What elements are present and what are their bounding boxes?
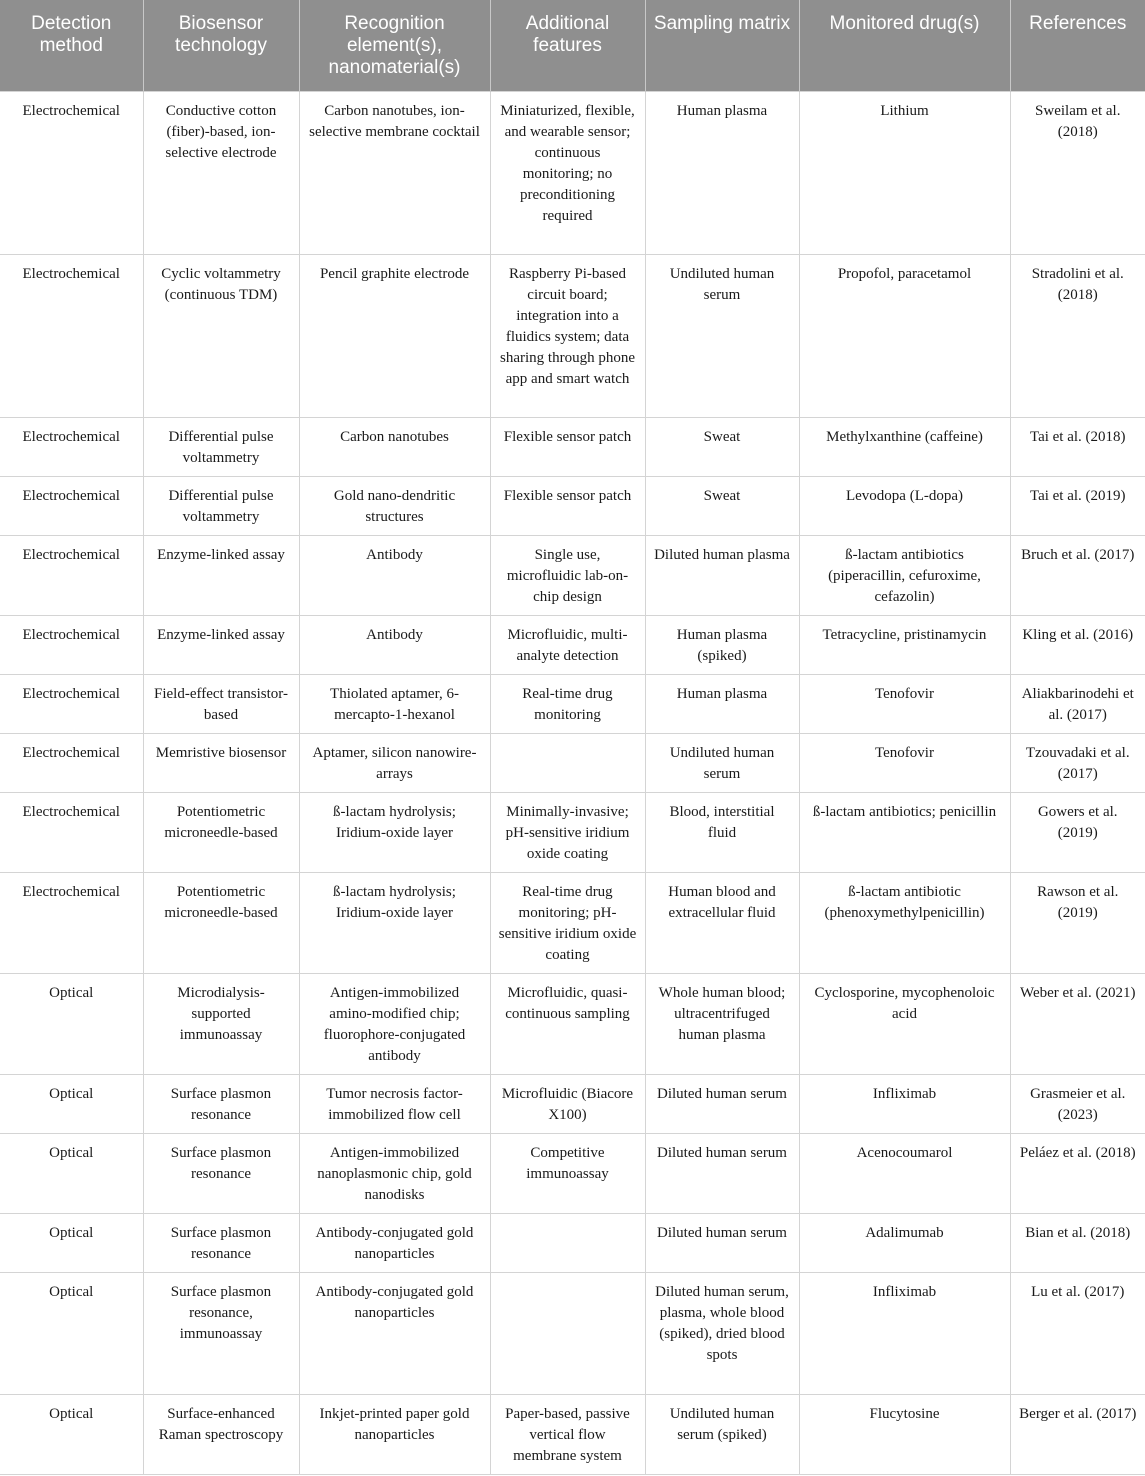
table-row (0, 734, 1145, 793)
header-sampling-matrix: Sampling matrix (645, 0, 799, 92)
cell-sampling-matrix: Diluted human serum (645, 1134, 799, 1214)
cell-sampling-matrix: Sweat (645, 477, 799, 536)
cell-biosensor-technology: Memristive biosensor (143, 734, 299, 793)
cell-biosensor-technology: Differential pulse voltammetry (143, 418, 299, 477)
cell-references: Tai et al. (2019) (1010, 477, 1145, 536)
cell-monitored-drugs: Lithium (799, 92, 1010, 255)
cell-detection-method: Electrochemical (0, 255, 143, 418)
header-row (0, 0, 1145, 92)
cell-references: Sweilam et al. (2018) (1010, 92, 1145, 255)
table-row (0, 616, 1145, 675)
cell-sampling-matrix: Human blood and extracellular fluid (645, 873, 799, 974)
cell-monitored-drugs: Levodopa (L-dopa) (799, 477, 1010, 536)
cell-additional-features: Microfluidic, multi-analyte detection (490, 616, 645, 675)
cell-additional-features: Miniaturized, flexible, and wearable sensor; continuous monitoring; no preconditioning required (490, 92, 645, 255)
table-row (0, 92, 1145, 255)
table-row (0, 255, 1145, 418)
cell-recognition-elements: Antibody (299, 536, 490, 616)
cell-monitored-drugs: Acenocoumarol (799, 1134, 1010, 1214)
cell-references: Gowers et al. (2019) (1010, 793, 1145, 873)
cell-additional-features: Single use, microfluidic lab-on-chip design (490, 536, 645, 616)
cell-biosensor-technology: Field-effect transistor-based (143, 675, 299, 734)
cell-detection-method: Electrochemical (0, 873, 143, 974)
cell-additional-features: Raspberry Pi-based circuit board; integration into a fluidics system; data sharing through phone app and smart watch (490, 255, 645, 418)
cell-biosensor-technology: Potentiometric microneedle-based (143, 873, 299, 974)
table-row (0, 1214, 1145, 1273)
cell-recognition-elements: Inkjet-printed paper gold nanoparticles (299, 1395, 490, 1475)
cell-references: Aliakbarinodehi et al. (2017) (1010, 675, 1145, 734)
cell-monitored-drugs: Infliximab (799, 1273, 1010, 1395)
table-row (0, 675, 1145, 734)
cell-additional-features (490, 734, 645, 793)
cell-sampling-matrix: Sweat (645, 418, 799, 477)
cell-additional-features: Flexible sensor patch (490, 477, 645, 536)
cell-references: Berger et al. (2017) (1010, 1395, 1145, 1475)
cell-additional-features: Flexible sensor patch (490, 418, 645, 477)
header-detection-method: Detection method (0, 0, 143, 92)
cell-additional-features: Real-time drug monitoring; pH-sensitive iridium oxide coating (490, 873, 645, 974)
cell-references: Lu et al. (2017) (1010, 1273, 1145, 1395)
cell-biosensor-technology: Surface plasmon resonance (143, 1134, 299, 1214)
cell-references: Tzouvadaki et al. (2017) (1010, 734, 1145, 793)
cell-monitored-drugs: ß-lactam antibiotic (phenoxymethylpenicillin) (799, 873, 1010, 974)
cell-recognition-elements: Pencil graphite electrode (299, 255, 490, 418)
cell-recognition-elements: Antibody-conjugated gold nanoparticles (299, 1214, 490, 1273)
cell-references: Tai et al. (2018) (1010, 418, 1145, 477)
cell-biosensor-technology: Potentiometric microneedle-based (143, 793, 299, 873)
cell-sampling-matrix: Blood, interstitial fluid (645, 793, 799, 873)
cell-additional-features: Competitive immunoassay (490, 1134, 645, 1214)
cell-monitored-drugs: Tetracycline, pristinamycin (799, 616, 1010, 675)
cell-additional-features: Microfluidic (Biacore X100) (490, 1075, 645, 1134)
header-recognition-elements: Recognition element(s), nanomaterial(s) (299, 0, 490, 92)
cell-sampling-matrix: Diluted human serum (645, 1075, 799, 1134)
cell-biosensor-technology: Enzyme-linked assay (143, 616, 299, 675)
cell-detection-method: Electrochemical (0, 536, 143, 616)
cell-recognition-elements: Antigen-immobilized nanoplasmonic chip, gold nanodisks (299, 1134, 490, 1214)
header-biosensor-technology: Biosensor technology (143, 0, 299, 92)
cell-recognition-elements: Antibody-conjugated gold nanoparticles (299, 1273, 490, 1395)
cell-sampling-matrix: Undiluted human serum (645, 734, 799, 793)
cell-monitored-drugs: Adalimumab (799, 1214, 1010, 1273)
cell-biosensor-technology: Microdialysis-supported immunoassay (143, 974, 299, 1075)
cell-additional-features: Real-time drug monitoring (490, 675, 645, 734)
cell-biosensor-technology: Surface plasmon resonance (143, 1075, 299, 1134)
cell-additional-features (490, 1273, 645, 1395)
cell-additional-features: Minimally-invasive; pH-sensitive iridium oxide coating (490, 793, 645, 873)
cell-monitored-drugs: ß-lactam antibiotics; penicillin (799, 793, 1010, 873)
cell-sampling-matrix: Human plasma (645, 675, 799, 734)
cell-detection-method: Electrochemical (0, 477, 143, 536)
cell-monitored-drugs: Flucytosine (799, 1395, 1010, 1475)
cell-detection-method: Optical (0, 1134, 143, 1214)
cell-sampling-matrix: Whole human blood; ultracentrifuged human plasma (645, 974, 799, 1075)
cell-monitored-drugs: Tenofovir (799, 734, 1010, 793)
cell-detection-method: Electrochemical (0, 418, 143, 477)
cell-biosensor-technology: Surface plasmon resonance, immunoassay (143, 1273, 299, 1395)
cell-references: Stradolini et al. (2018) (1010, 255, 1145, 418)
cell-monitored-drugs: Infliximab (799, 1075, 1010, 1134)
cell-references: Weber et al. (2021) (1010, 974, 1145, 1075)
cell-monitored-drugs: Methylxanthine (caffeine) (799, 418, 1010, 477)
cell-detection-method: Optical (0, 1273, 143, 1395)
cell-recognition-elements: Aptamer, silicon nanowire-arrays (299, 734, 490, 793)
cell-additional-features: Paper-based, passive vertical flow membrane system (490, 1395, 645, 1475)
cell-references: Bruch et al. (2017) (1010, 536, 1145, 616)
cell-recognition-elements: Carbon nanotubes, ion-selective membrane cocktail (299, 92, 490, 255)
table-row (0, 418, 1145, 477)
cell-references: Kling et al. (2016) (1010, 616, 1145, 675)
cell-recognition-elements: Antibody (299, 616, 490, 675)
table-row (0, 1273, 1145, 1395)
cell-detection-method: Electrochemical (0, 734, 143, 793)
cell-detection-method: Optical (0, 974, 143, 1075)
cell-recognition-elements: ß-lactam hydrolysis; Iridium-oxide layer (299, 793, 490, 873)
table-body (0, 92, 1145, 1475)
cell-recognition-elements: Carbon nanotubes (299, 418, 490, 477)
cell-recognition-elements: ß-lactam hydrolysis; Iridium-oxide layer (299, 873, 490, 974)
cell-detection-method: Electrochemical (0, 616, 143, 675)
table-row (0, 1075, 1145, 1134)
cell-sampling-matrix: Human plasma (645, 92, 799, 255)
header-references: References (1010, 0, 1145, 92)
header-monitored-drugs: Monitored drug(s) (799, 0, 1010, 92)
cell-biosensor-technology: Conductive cotton (fiber)-based, ion-selective electrode (143, 92, 299, 255)
table-row (0, 477, 1145, 536)
table-row (0, 536, 1145, 616)
header-additional-features: Additional features (490, 0, 645, 92)
cell-biosensor-technology: Surface plasmon resonance (143, 1214, 299, 1273)
cell-biosensor-technology: Cyclic voltammetry (continuous TDM) (143, 255, 299, 418)
cell-detection-method: Electrochemical (0, 793, 143, 873)
cell-detection-method: Electrochemical (0, 675, 143, 734)
cell-detection-method: Electrochemical (0, 92, 143, 255)
table-row (0, 1134, 1145, 1214)
cell-detection-method: Optical (0, 1214, 143, 1273)
cell-biosensor-technology: Enzyme-linked assay (143, 536, 299, 616)
cell-sampling-matrix: Diluted human plasma (645, 536, 799, 616)
cell-monitored-drugs: Propofol, paracetamol (799, 255, 1010, 418)
cell-recognition-elements: Gold nano-dendritic structures (299, 477, 490, 536)
table-row (0, 873, 1145, 974)
cell-detection-method: Optical (0, 1075, 143, 1134)
cell-recognition-elements: Antigen-immobilized amino-modified chip; fluorophore-conjugated antibody (299, 974, 490, 1075)
cell-monitored-drugs: ß-lactam antibiotics (piperacillin, cefuroxime, cefazolin) (799, 536, 1010, 616)
cell-recognition-elements: Thiolated aptamer, 6-mercapto-1-hexanol (299, 675, 490, 734)
cell-biosensor-technology: Differential pulse voltammetry (143, 477, 299, 536)
cell-references: Bian et al. (2018) (1010, 1214, 1145, 1273)
cell-recognition-elements: Tumor necrosis factor-immobilized flow cell (299, 1075, 490, 1134)
cell-monitored-drugs: Cyclosporine, mycophenoloic acid (799, 974, 1010, 1075)
cell-sampling-matrix: Undiluted human serum (spiked) (645, 1395, 799, 1475)
cell-references: Grasmeier et al. (2023) (1010, 1075, 1145, 1134)
cell-additional-features: Microfluidic, quasi-continuous sampling (490, 974, 645, 1075)
table-row (0, 1395, 1145, 1475)
cell-sampling-matrix: Human plasma (spiked) (645, 616, 799, 675)
cell-detection-method: Optical (0, 1395, 143, 1475)
cell-sampling-matrix: Diluted human serum, plasma, whole blood (spiked), dried blood spots (645, 1273, 799, 1395)
cell-references: Peláez et al. (2018) (1010, 1134, 1145, 1214)
table-row (0, 974, 1145, 1075)
cell-monitored-drugs: Tenofovir (799, 675, 1010, 734)
cell-references: Rawson et al. (2019) (1010, 873, 1145, 974)
cell-additional-features (490, 1214, 645, 1273)
cell-sampling-matrix: Diluted human serum (645, 1214, 799, 1273)
table-row (0, 793, 1145, 873)
table-header (0, 0, 1145, 92)
cell-sampling-matrix: Undiluted human serum (645, 255, 799, 418)
cell-biosensor-technology: Surface-enhanced Raman spectroscopy (143, 1395, 299, 1475)
